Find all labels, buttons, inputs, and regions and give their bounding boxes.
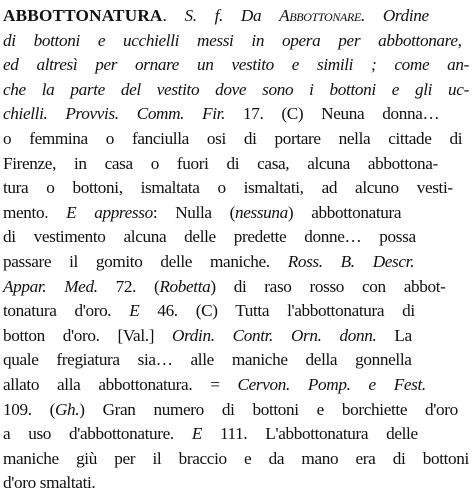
entry-text-run: d'oro smaltati. [3, 473, 96, 493]
entry-text-run: 111. L'abbottonatura delle [202, 424, 418, 444]
entry-text-run: ) di raso rosso con abbot- [210, 276, 446, 296]
entry-text-run: E [191, 424, 202, 444]
entry-text-run: 109. ( [3, 399, 55, 419]
entry-text-run: S. f. Da [184, 6, 280, 25]
entry-text-run: allato alla abbottonatura. = [3, 374, 238, 394]
entry-line [3, 250, 469, 275]
entry-text-run: ed altresì per ornare un vestito e simili ; come an- [3, 55, 470, 75]
entry-text-run: E appresso [66, 202, 153, 222]
entry-text-run: a uso d'abbottonature. [3, 424, 192, 444]
dictionary-entry [3, 4, 469, 496]
entry-line [3, 53, 469, 78]
entry-line [3, 348, 469, 373]
entry-line [3, 447, 469, 472]
entry-text-run: 46. (C) Tutta l'abbottonatura di [139, 301, 415, 321]
entry-text-run: Robetta [159, 276, 211, 296]
entry-text-run: Gh. [55, 399, 80, 419]
entry-line [3, 373, 469, 398]
entry-text-run: nessuna [234, 202, 288, 222]
entry-text-run: botton d'oro. [Val.] [3, 325, 173, 345]
entry-line [3, 201, 469, 226]
entry-line [3, 324, 469, 349]
entry-text-run: di vestimento alcuna delle predette donne… possa [3, 227, 416, 247]
entry-line [3, 102, 469, 127]
entry-line [3, 4, 469, 29]
entry-line [3, 422, 469, 447]
entry-text-run: quale fregiatura sia… alle maniche della gonnella [3, 350, 412, 370]
entry-text-run: Ross. B. Descr. [287, 251, 415, 271]
entry-text-run: passare il gomito delle maniche. [3, 251, 288, 271]
entry-text-run: : Nulla ( [152, 202, 235, 222]
entry-text-run: Firenze, in casa o fuori di casa, alcuna abbottona- [3, 153, 438, 173]
entry-text-run: ) Gran numero di bottoni e borchiette d'oro [79, 399, 458, 419]
entry-line [3, 127, 469, 152]
entry-line [3, 225, 469, 250]
entry-text-run: tura o bottoni, ismaltata o ismaltati, ad alcuno vesti- [3, 178, 453, 198]
headword: ABBOTTONATURA [3, 6, 163, 25]
entry-text-run: La [376, 325, 412, 345]
entry-line [3, 398, 469, 423]
entry-text-run: 17. (C) Neuna donna… [225, 104, 440, 124]
entry-text-run: ) abbottonatura [287, 202, 402, 222]
entry-text-run: di bottoni e ucchielli messi in opera per abbottonare, [3, 30, 462, 50]
entry-line [3, 176, 469, 201]
entry-text-run: Ordin. Contr. Orn. donn. [172, 325, 377, 345]
entry-text-run: E [129, 301, 140, 321]
entry-text-run: chielli. Provvis. Comm. Fir. [3, 104, 226, 124]
entry-line [3, 299, 469, 324]
entry-text-run: Abbottonare [279, 6, 361, 25]
entry-line [3, 152, 469, 177]
entry-text-run: che la parte del vestito dove sono i bottoni e gli uc- [3, 79, 469, 99]
entry-text-run: . [162, 6, 185, 25]
entry-line [3, 275, 469, 300]
entry-line [3, 29, 469, 54]
entry-text-run: tonatura d'oro. [3, 301, 130, 321]
entry-text-run: 72. ( [97, 276, 160, 296]
entry-text-run: . Ordine [360, 6, 429, 25]
entry-text-run: Cervon. Pomp. e Fest. [237, 374, 426, 394]
entry-line [3, 471, 469, 496]
entry-text-run: maniche giù per il braccio e da mano era di bottoni [3, 448, 469, 468]
entry-line [3, 78, 469, 103]
entry-text-run: o femmina o fanciulla osi di portare nella cittade di [3, 128, 463, 148]
entry-text-run: Appar. Med. [3, 276, 98, 296]
entry-text-run: mento. [3, 202, 67, 222]
